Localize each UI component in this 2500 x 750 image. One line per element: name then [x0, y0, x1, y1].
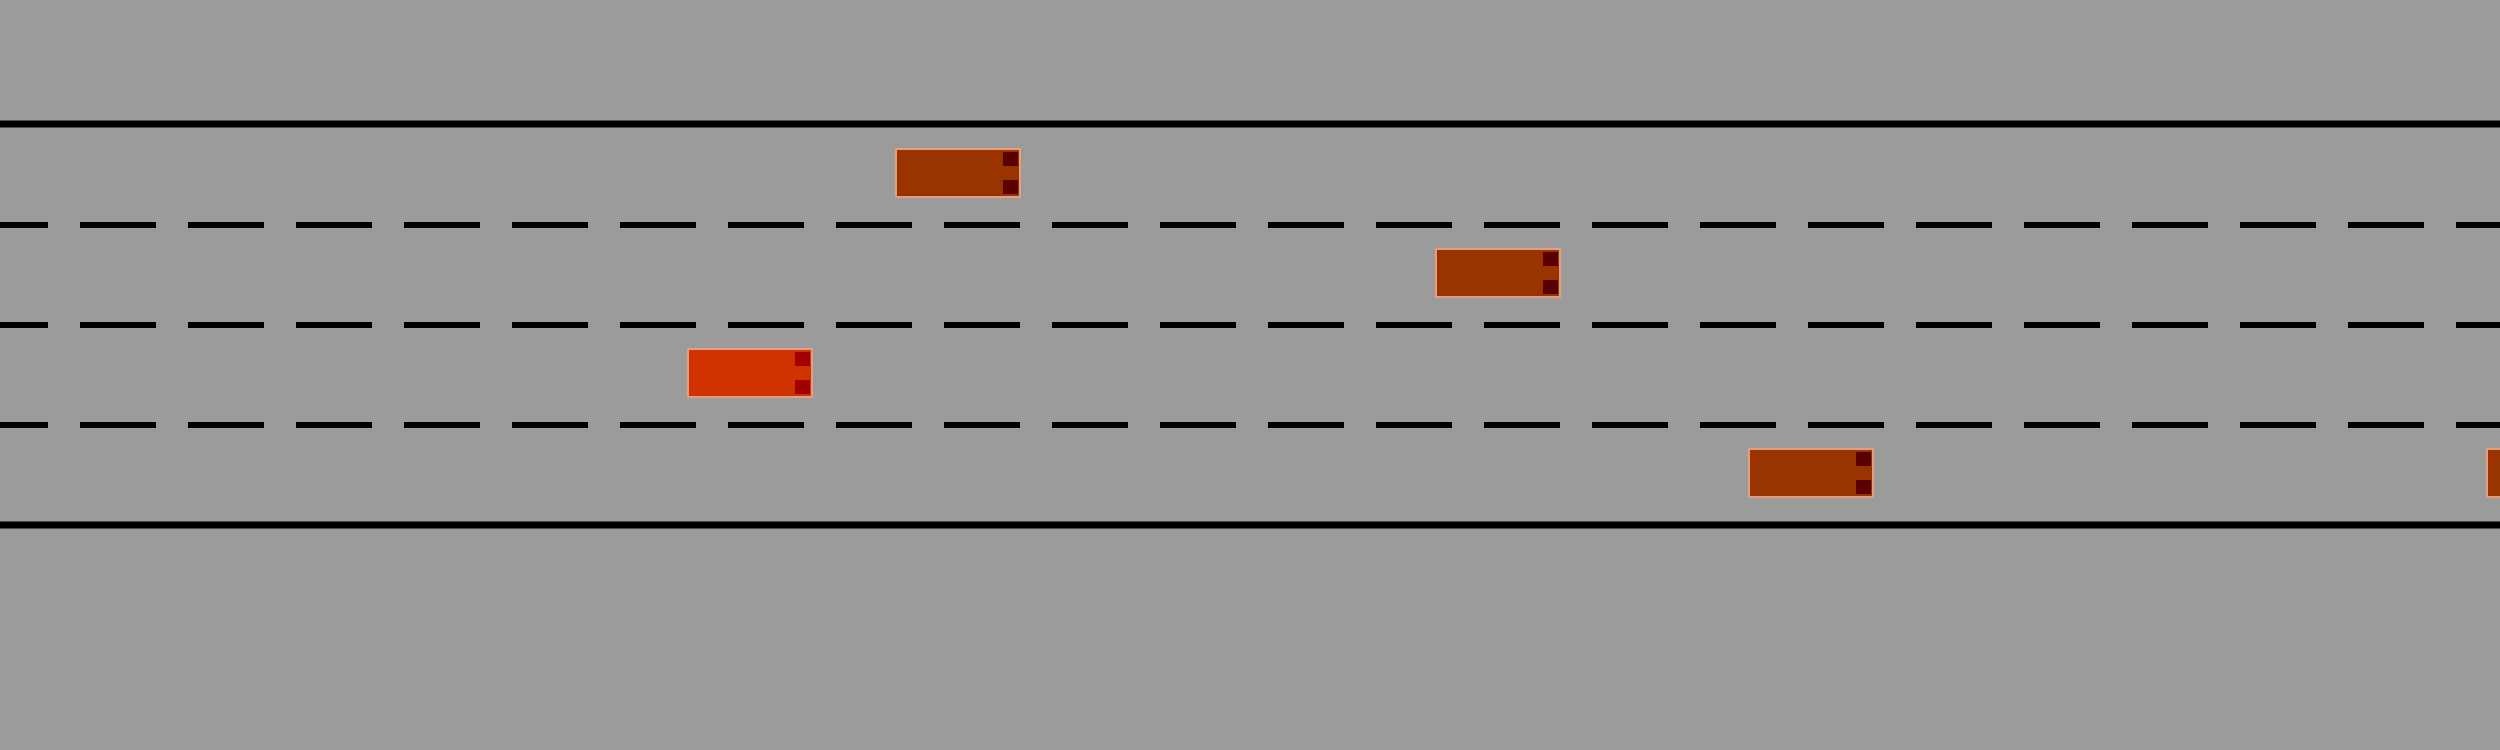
other-vehicle-3-headlight-bottom: [1856, 480, 1871, 494]
other-vehicle-2-headlight-top: [1543, 252, 1558, 266]
ego-vehicle: [688, 349, 812, 397]
other-vehicle-1-body: [896, 149, 1020, 197]
other-vehicle-2: [1436, 249, 1560, 297]
other-vehicle-1: [896, 149, 1020, 197]
other-vehicle-2-headlight-bottom: [1543, 280, 1558, 294]
other-vehicle-3: [1749, 449, 1873, 497]
ego-vehicle-headlight-top: [795, 352, 810, 366]
other-vehicle-1-headlight-bottom: [1003, 180, 1018, 194]
ego-vehicle-body: [688, 349, 812, 397]
other-vehicle-4-body: [2487, 449, 2500, 497]
other-vehicle-3-headlight-top: [1856, 452, 1871, 466]
other-vehicle-1-headlight-top: [1003, 152, 1018, 166]
ego-vehicle-headlight-bottom: [795, 380, 810, 394]
other-vehicle-2-body: [1436, 249, 1560, 297]
other-vehicle-3-body: [1749, 449, 1873, 497]
other-vehicle-4: [2487, 449, 2500, 497]
